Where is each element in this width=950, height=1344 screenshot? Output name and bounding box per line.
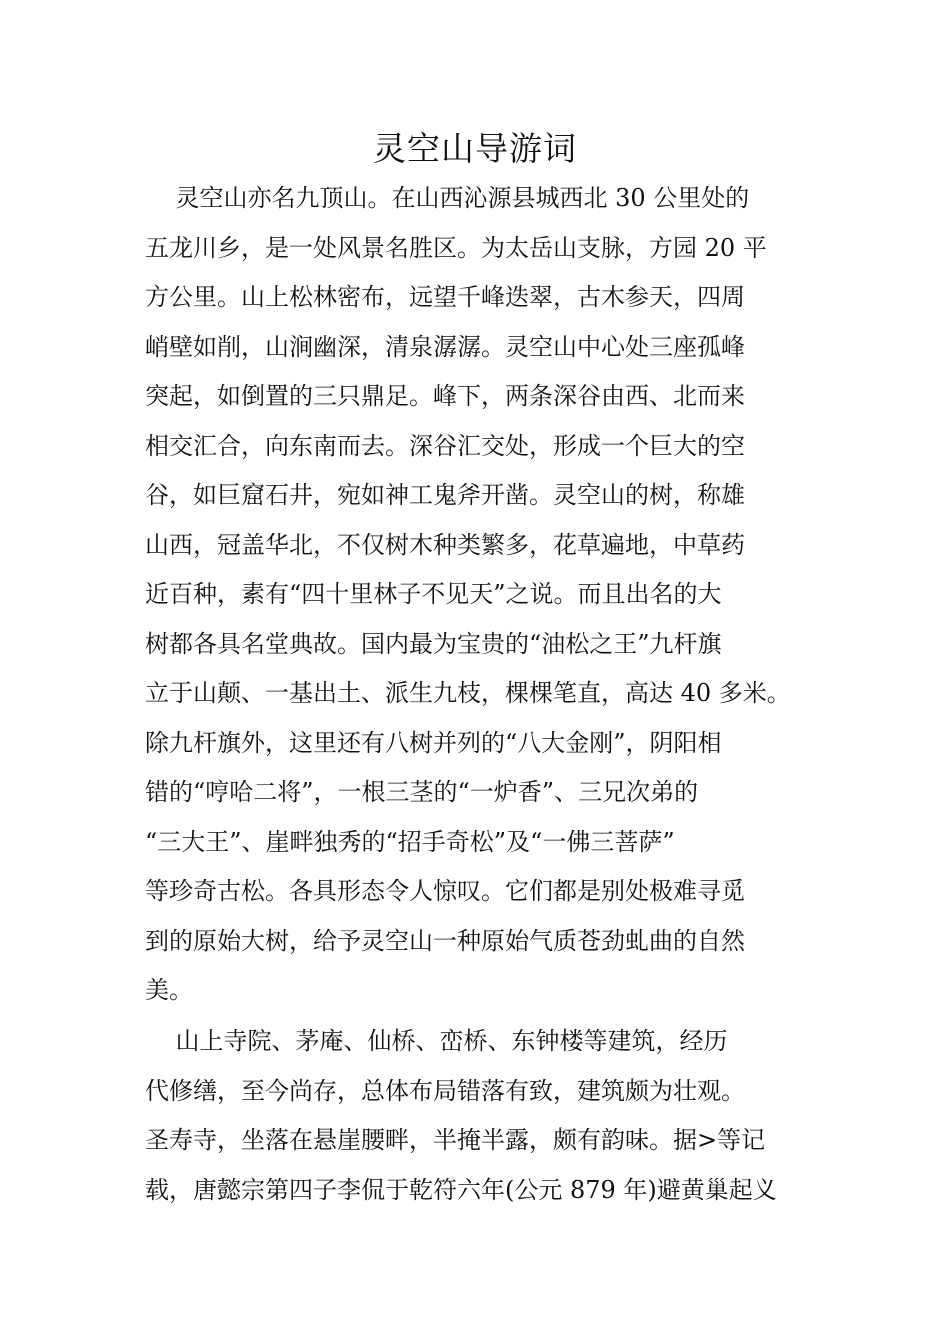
text-line: 圣寿寺，坐落在悬崖腰畔，半掩半露，颇有韵味。据>等记 bbox=[145, 1126, 766, 1154]
text-line: 代修缮，至今尚存，总体布局错落有致，建筑颇为壮观。 bbox=[145, 1076, 745, 1105]
text-line: 错的“哼哈二将”，一根三茎的“一炉香”、三兄次弟的 bbox=[145, 778, 699, 806]
text-line: 峭壁如削，山涧幽深，清泉潺潺。灵空山中心处三座孤峰 bbox=[145, 332, 745, 361]
text-line: 山上寺院、茅庵、仙桥、峦桥、东钟楼等建筑，经历 bbox=[145, 1027, 728, 1055]
text-line: 突起，如倒置的三只鼎足。峰下，两条深谷由西、北而来 bbox=[145, 382, 745, 410]
text-line: 灵空山亦名九顶山。在山西沁源县城西北 30 公里处的 bbox=[145, 184, 750, 212]
paragraph-2 bbox=[145, 1017, 825, 1215]
text-line: 山西，冠盖华北，不仅树木种类繁多，花草遍地，中草药 bbox=[145, 530, 745, 559]
text-line: 谷，如巨窟石井，宛如神工鬼斧开凿。灵空山的树，称雄 bbox=[145, 481, 745, 509]
text-line: “三大王”、崖畔独秀的“招手奇松”及“一佛三菩萨” bbox=[145, 827, 675, 856]
text-line: 相交汇合，向东南而去。深谷汇交处，形成一个巨大的空 bbox=[145, 431, 745, 460]
text-line: 除九杆旗外，这里还有八树并列的“八大金刚”，阴阳相 bbox=[145, 728, 722, 757]
text-line: 五龙川乡，是一处风景名胜区。为太岳山支脉，方园 20 平 bbox=[145, 233, 767, 262]
text-line: 近百种，素有“四十里林子不见天”之说。而且出名的大 bbox=[145, 580, 722, 608]
text-line: 方公里。山上松林密布，远望千峰迭翠，古木参天，四周 bbox=[145, 283, 745, 311]
document-body bbox=[145, 174, 825, 1215]
document-title: 灵空山导游词 bbox=[373, 129, 577, 168]
text-line: 立于山颠、一基出土、派生九枝，棵棵笔直，高达 40 多米。 bbox=[145, 679, 791, 707]
text-line: 美。 bbox=[145, 976, 193, 1004]
text-line: 树都各具名堂典故。国内最为宝贵的“油松之王”九杆旗 bbox=[145, 629, 722, 658]
text-line: 到的原始大树，给予灵空山一种原始气质苍劲虬曲的自然 bbox=[145, 926, 745, 955]
text-line: 等珍奇古松。各具形态令人惊叹。它们都是别处极难寻觅 bbox=[145, 877, 745, 905]
paragraph-1 bbox=[145, 174, 825, 1016]
text-line: 载，唐懿宗第四子李侃于乾符六年(公元 879 年)避黄巢起义 bbox=[145, 1175, 777, 1204]
